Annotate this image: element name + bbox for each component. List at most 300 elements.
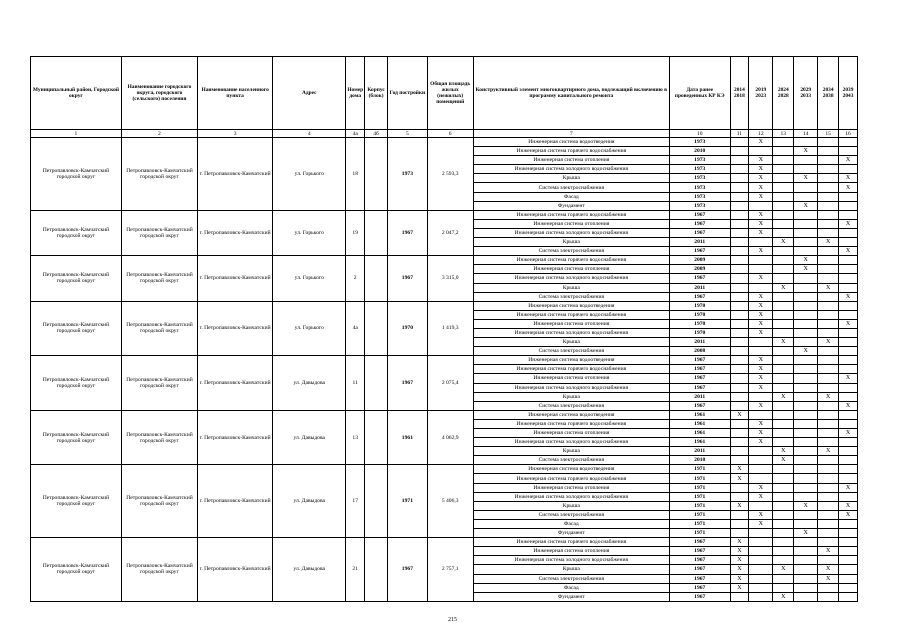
period-mark-cell (773, 165, 794, 174)
period-mark-cell (818, 465, 839, 474)
locality-cell: г. Петропавловск-Камчатский (198, 301, 273, 356)
period-mark-cell (773, 310, 794, 319)
period-mark-cell (773, 328, 794, 337)
period-mark-cell (794, 219, 818, 228)
period-mark-cell (749, 465, 773, 474)
period-mark-cell (730, 365, 749, 374)
period-mark-cell (773, 510, 794, 519)
period-mark-cell (773, 256, 794, 265)
table-row (31, 465, 858, 474)
period-mark-cell (749, 238, 773, 247)
period-mark-cell (818, 474, 839, 483)
column-number: 14 (794, 130, 818, 138)
element-cell: Фундамент (473, 201, 669, 210)
period-mark-cell (749, 201, 773, 210)
element-cell: Инженерная система отопления (473, 429, 669, 438)
column-number: 4 (273, 130, 346, 138)
period-mark-cell: X (839, 319, 858, 328)
period-mark-cell (794, 301, 818, 310)
build-year-cell: 1970 (388, 301, 428, 356)
address-cell: ул. Горького (273, 301, 346, 356)
period-mark-cell (839, 147, 858, 156)
period-mark-cell: X (749, 174, 773, 183)
repair-date-cell: 1967 (669, 247, 730, 256)
period-mark-cell: X (794, 529, 818, 538)
period-mark-cell (730, 374, 749, 383)
column-header: Наименование городского округа, городского (сельского) поселения (121, 57, 197, 130)
period-mark-cell (773, 410, 794, 419)
repair-date-cell: 1970 (669, 319, 730, 328)
period-mark-cell: X (773, 565, 794, 574)
period-mark-cell (773, 419, 794, 428)
period-mark-cell (839, 438, 858, 447)
period-mark-cell: X (773, 392, 794, 401)
build-year-cell: 1967 (388, 356, 428, 411)
period-mark-cell (773, 183, 794, 192)
locality-cell: г. Петропавловск-Камчатский (198, 356, 273, 411)
repair-date-cell: 1971 (669, 465, 730, 474)
period-mark-cell (773, 401, 794, 410)
repair-date-cell: 1971 (669, 492, 730, 501)
period-mark-cell (794, 156, 818, 165)
period-mark-cell (839, 310, 858, 319)
period-mark-cell (773, 174, 794, 183)
period-mark-cell (730, 274, 749, 283)
element-cell: Инженерная система холодного водоснабжения (473, 492, 669, 501)
period-mark-cell (749, 256, 773, 265)
column-header: Номер дома (346, 57, 365, 130)
period-mark-cell: X (749, 419, 773, 428)
period-mark-cell (839, 256, 858, 265)
repair-date-cell: 1967 (669, 274, 730, 283)
repair-date-cell: 2011 (669, 283, 730, 292)
period-mark-cell (730, 210, 749, 219)
period-mark-cell (839, 465, 858, 474)
period-mark-cell (749, 474, 773, 483)
period-mark-cell: X (749, 374, 773, 383)
period-mark-cell (839, 383, 858, 392)
table-row (31, 538, 858, 547)
period-mark-cell (749, 265, 773, 274)
period-mark-cell: X (818, 565, 839, 574)
column-header: Год постройки (388, 57, 428, 130)
repair-date-cell: 1971 (669, 474, 730, 483)
house-number-cell: 18 (346, 138, 365, 211)
period-mark-cell: X (839, 429, 858, 438)
repair-date-cell: 1973 (669, 201, 730, 210)
period-mark-cell (730, 156, 749, 165)
block-cell (365, 210, 388, 255)
period-mark-cell (730, 219, 749, 228)
period-mark-cell (839, 410, 858, 419)
locality-cell: г. Петропавловск-Камчатский (198, 138, 273, 211)
period-mark-cell (794, 283, 818, 292)
period-mark-cell: X (749, 192, 773, 201)
period-mark-cell: X (818, 338, 839, 347)
period-mark-cell (794, 583, 818, 592)
period-mark-cell (839, 274, 858, 283)
column-number: 7 (473, 130, 669, 138)
element-cell: Инженерная система холодного водоснабжения (473, 274, 669, 283)
period-mark-cell: X (749, 519, 773, 528)
repair-date-cell: 1970 (669, 301, 730, 310)
element-cell: Инженерная система холодного водоснабжения (473, 165, 669, 174)
build-year-cell: 1961 (388, 410, 428, 465)
period-mark-cell (818, 147, 839, 156)
period-mark-cell: X (794, 265, 818, 274)
period-mark-cell: X (773, 592, 794, 601)
area-cell: 2 075,4 (427, 356, 473, 411)
period-mark-cell (839, 338, 858, 347)
period-mark-cell: X (839, 374, 858, 383)
period-mark-cell (749, 501, 773, 510)
period-mark-cell (839, 574, 858, 583)
period-mark-cell: X (749, 165, 773, 174)
period-mark-cell (794, 338, 818, 347)
period-mark-cell (839, 583, 858, 592)
element-cell: Крыша (473, 174, 669, 183)
period-mark-cell: X (749, 483, 773, 492)
period-mark-cell (773, 574, 794, 583)
period-mark-cell: X (749, 328, 773, 337)
column-number: 10 (669, 130, 730, 138)
period-mark-cell (794, 519, 818, 528)
element-cell: Инженерная система отопления (473, 374, 669, 383)
period-mark-cell: X (749, 365, 773, 374)
period-mark-cell: X (818, 574, 839, 583)
element-cell: Инженерная система отопления (473, 319, 669, 328)
period-mark-cell (773, 365, 794, 374)
capital-repair-table (30, 56, 858, 602)
element-cell: Система электроснабжения (473, 574, 669, 583)
repair-date-cell: 1961 (669, 438, 730, 447)
period-mark-cell (839, 492, 858, 501)
area-cell: 4 062,9 (427, 410, 473, 465)
address-cell: ул. Давыдова (273, 356, 346, 411)
period-mark-cell (749, 556, 773, 565)
period-mark-cell (839, 228, 858, 237)
period-mark-cell: X (749, 138, 773, 147)
period-mark-cell: X (818, 283, 839, 292)
house-number-cell: 4а (346, 301, 365, 356)
locality-cell: г. Петропавловск-Камчатский (198, 538, 273, 602)
period-mark-cell (818, 201, 839, 210)
period-mark-cell (730, 356, 749, 365)
repair-date-cell: 1967 (669, 565, 730, 574)
period-mark-cell: X (730, 556, 749, 565)
table-row (31, 210, 858, 219)
period-mark-cell (730, 447, 749, 456)
element-cell: Инженерная система горячего водоснабжения (473, 210, 669, 219)
repair-date-cell: 1967 (669, 292, 730, 301)
period-mark-cell (794, 492, 818, 501)
locality-cell: г. Петропавловск-Камчатский (198, 256, 273, 301)
element-cell: Инженерная система водоотведения (473, 465, 669, 474)
column-number: 15 (818, 130, 839, 138)
period-mark-cell (773, 383, 794, 392)
table-row (31, 138, 858, 147)
period-mark-cell (773, 501, 794, 510)
element-cell: Инженерная система горячего водоснабжения (473, 365, 669, 374)
period-mark-cell (839, 365, 858, 374)
area-cell: 5 406,3 (427, 465, 473, 538)
settlement-cell: Петропавловск-Камчатский городской округ (121, 538, 197, 602)
area-cell: 2 757,1 (427, 538, 473, 602)
period-mark-cell (818, 347, 839, 356)
period-mark-cell (818, 501, 839, 510)
period-mark-cell (818, 492, 839, 501)
element-cell: Система электроснабжения (473, 401, 669, 410)
period-mark-cell (839, 529, 858, 538)
period-mark-cell (818, 529, 839, 538)
column-number: 6 (427, 130, 473, 138)
element-cell: Инженерная система водоотведения (473, 356, 669, 365)
period-mark-cell: X (773, 338, 794, 347)
column-number: 4а (346, 130, 365, 138)
period-mark-cell (794, 410, 818, 419)
period-mark-cell (773, 556, 794, 565)
period-mark-cell: X (818, 547, 839, 556)
repair-date-cell: 1971 (669, 529, 730, 538)
period-mark-cell: X (839, 401, 858, 410)
period-mark-cell (773, 147, 794, 156)
period-mark-cell: X (773, 283, 794, 292)
period-mark-cell: X (730, 574, 749, 583)
period-mark-cell (749, 574, 773, 583)
period-mark-cell (794, 383, 818, 392)
period-mark-cell (730, 438, 749, 447)
repair-date-cell: 1973 (669, 183, 730, 192)
repair-date-cell: 2009 (669, 256, 730, 265)
block-cell (365, 301, 388, 356)
period-mark-cell: X (749, 274, 773, 283)
period-mark-cell (794, 401, 818, 410)
period-mark-cell (818, 519, 839, 528)
column-number: 3 (198, 130, 273, 138)
build-year-cell: 1967 (388, 256, 428, 301)
period-mark-cell: X (839, 219, 858, 228)
period-mark-cell (749, 547, 773, 556)
locality-cell: г. Петропавловск-Камчатский (198, 410, 273, 465)
period-mark-cell: X (794, 501, 818, 510)
period-mark-cell: X (794, 347, 818, 356)
period-mark-cell (794, 419, 818, 428)
district-cell: Петропавловск-Камчатский городской округ (31, 538, 122, 602)
period-mark-cell (818, 438, 839, 447)
build-year-cell: 1973 (388, 138, 428, 211)
period-mark-cell (773, 319, 794, 328)
period-mark-cell (730, 192, 749, 201)
period-mark-cell (818, 583, 839, 592)
period-mark-cell (794, 447, 818, 456)
element-cell: Крыша (473, 392, 669, 401)
element-cell: Инженерная система водоотведения (473, 410, 669, 419)
period-mark-cell (773, 347, 794, 356)
period-mark-cell: X (839, 247, 858, 256)
period-mark-cell (730, 138, 749, 147)
column-header: 2019 2023 (749, 57, 773, 130)
period-mark-cell (794, 292, 818, 301)
repair-date-cell: 1967 (669, 228, 730, 237)
column-header: Конструктивный элемент многоквартирного дома, подлежащий включению в программу капитального ремонта (473, 57, 669, 130)
period-mark-cell: X (730, 474, 749, 483)
repair-date-cell: 1967 (669, 219, 730, 228)
repair-date-cell: 2011 (669, 238, 730, 247)
repair-date-cell: 1971 (669, 483, 730, 492)
period-mark-cell (794, 510, 818, 519)
repair-date-cell: 1970 (669, 310, 730, 319)
repair-date-cell: 2011 (669, 447, 730, 456)
period-mark-cell (818, 319, 839, 328)
period-mark-cell (839, 238, 858, 247)
period-mark-cell (839, 138, 858, 147)
period-mark-cell (818, 192, 839, 201)
period-mark-cell (794, 483, 818, 492)
period-mark-cell (773, 301, 794, 310)
repair-date-cell: 2009 (669, 265, 730, 274)
period-mark-cell (839, 474, 858, 483)
address-cell: ул. Горького (273, 138, 346, 211)
column-number: 4б (365, 130, 388, 138)
element-cell: Инженерная система горячего водоснабжения (473, 419, 669, 428)
period-mark-cell (818, 592, 839, 601)
element-cell: Крыша (473, 501, 669, 510)
period-mark-cell (839, 519, 858, 528)
table-row (31, 410, 858, 419)
period-mark-cell (730, 292, 749, 301)
repair-date-cell: 1973 (669, 156, 730, 165)
period-mark-cell (730, 492, 749, 501)
period-mark-cell (818, 138, 839, 147)
period-mark-cell: X (749, 156, 773, 165)
period-mark-cell: X (749, 210, 773, 219)
settlement-cell: Петропавловск-Камчатский городской округ (121, 256, 197, 301)
period-mark-cell (818, 183, 839, 192)
repair-date-cell: 1961 (669, 429, 730, 438)
table-row (31, 356, 858, 365)
column-header: Общая площадь жилых (нежилых) помещений (427, 57, 473, 130)
period-mark-cell (818, 210, 839, 219)
column-header: 2034 2038 (818, 57, 839, 130)
repair-date-cell: 1973 (669, 138, 730, 147)
period-mark-cell: X (730, 547, 749, 556)
element-cell: Фасад (473, 519, 669, 528)
element-cell: Фасад (473, 192, 669, 201)
period-mark-cell: X (730, 565, 749, 574)
period-mark-cell (794, 374, 818, 383)
period-mark-cell (818, 165, 839, 174)
period-mark-cell: X (749, 301, 773, 310)
period-mark-cell (730, 510, 749, 519)
period-mark-cell (794, 465, 818, 474)
period-mark-cell (839, 592, 858, 601)
element-cell: Инженерная система холодного водоснабжения (473, 438, 669, 447)
period-mark-cell (749, 456, 773, 465)
period-mark-cell (773, 583, 794, 592)
period-mark-cell: X (730, 538, 749, 547)
district-cell: Петропавловск-Камчатский городской округ (31, 256, 122, 301)
table-row (31, 301, 858, 310)
period-mark-cell: X (749, 310, 773, 319)
district-cell: Петропавловск-Камчатский городской округ (31, 138, 122, 211)
table-body (31, 138, 858, 602)
period-mark-cell: X (749, 510, 773, 519)
repair-date-cell: 1967 (669, 574, 730, 583)
address-cell: ул. Давыдова (273, 410, 346, 465)
period-mark-cell: X (839, 292, 858, 301)
period-mark-cell (749, 529, 773, 538)
period-mark-cell: X (749, 247, 773, 256)
district-cell: Петропавловск-Камчатский городской округ (31, 210, 122, 255)
period-mark-cell (794, 319, 818, 328)
period-mark-cell: X (839, 183, 858, 192)
period-mark-cell (818, 156, 839, 165)
period-mark-cell (730, 183, 749, 192)
period-mark-cell (839, 192, 858, 201)
period-mark-cell (839, 456, 858, 465)
period-mark-cell (818, 483, 839, 492)
period-mark-cell (749, 392, 773, 401)
repair-date-cell: 2010 (669, 456, 730, 465)
column-header: Муниципальный район, Городской округ (31, 57, 122, 130)
period-mark-cell (794, 138, 818, 147)
period-mark-cell (730, 456, 749, 465)
period-mark-cell: X (818, 238, 839, 247)
period-mark-cell (839, 565, 858, 574)
period-mark-cell: X (730, 583, 749, 592)
period-mark-cell: X (773, 238, 794, 247)
period-mark-cell (818, 419, 839, 428)
period-mark-cell (730, 165, 749, 174)
period-mark-cell (794, 183, 818, 192)
period-mark-cell (773, 201, 794, 210)
period-mark-cell: X (730, 465, 749, 474)
column-number: 16 (839, 130, 858, 138)
element-cell: Крыша (473, 283, 669, 292)
period-mark-cell (773, 438, 794, 447)
period-mark-cell: X (749, 219, 773, 228)
period-mark-cell (730, 283, 749, 292)
period-mark-cell (730, 319, 749, 328)
period-mark-cell (773, 219, 794, 228)
period-mark-cell (730, 519, 749, 528)
period-mark-cell (773, 156, 794, 165)
period-mark-cell (839, 201, 858, 210)
period-mark-cell (730, 592, 749, 601)
repair-date-cell: 1971 (669, 519, 730, 528)
period-mark-cell (794, 210, 818, 219)
period-mark-cell (818, 556, 839, 565)
period-mark-cell (839, 447, 858, 456)
repair-date-cell: 1967 (669, 556, 730, 565)
period-mark-cell (794, 192, 818, 201)
column-header: 2024 2028 (773, 57, 794, 130)
period-mark-cell (749, 583, 773, 592)
period-mark-cell (794, 165, 818, 174)
column-header: Дата ранее проведенных КР КЭ (669, 57, 730, 130)
period-mark-cell (818, 456, 839, 465)
repair-date-cell: 2010 (669, 147, 730, 156)
period-mark-cell (818, 310, 839, 319)
period-mark-cell (794, 574, 818, 583)
settlement-cell: Петропавловск-Камчатский городской округ (121, 138, 197, 211)
area-cell: 2 593,3 (427, 138, 473, 211)
period-mark-cell (773, 429, 794, 438)
period-mark-cell: X (749, 228, 773, 237)
column-header: Корпус (блок) (365, 57, 388, 130)
element-cell: Крыша (473, 338, 669, 347)
period-mark-cell (794, 456, 818, 465)
